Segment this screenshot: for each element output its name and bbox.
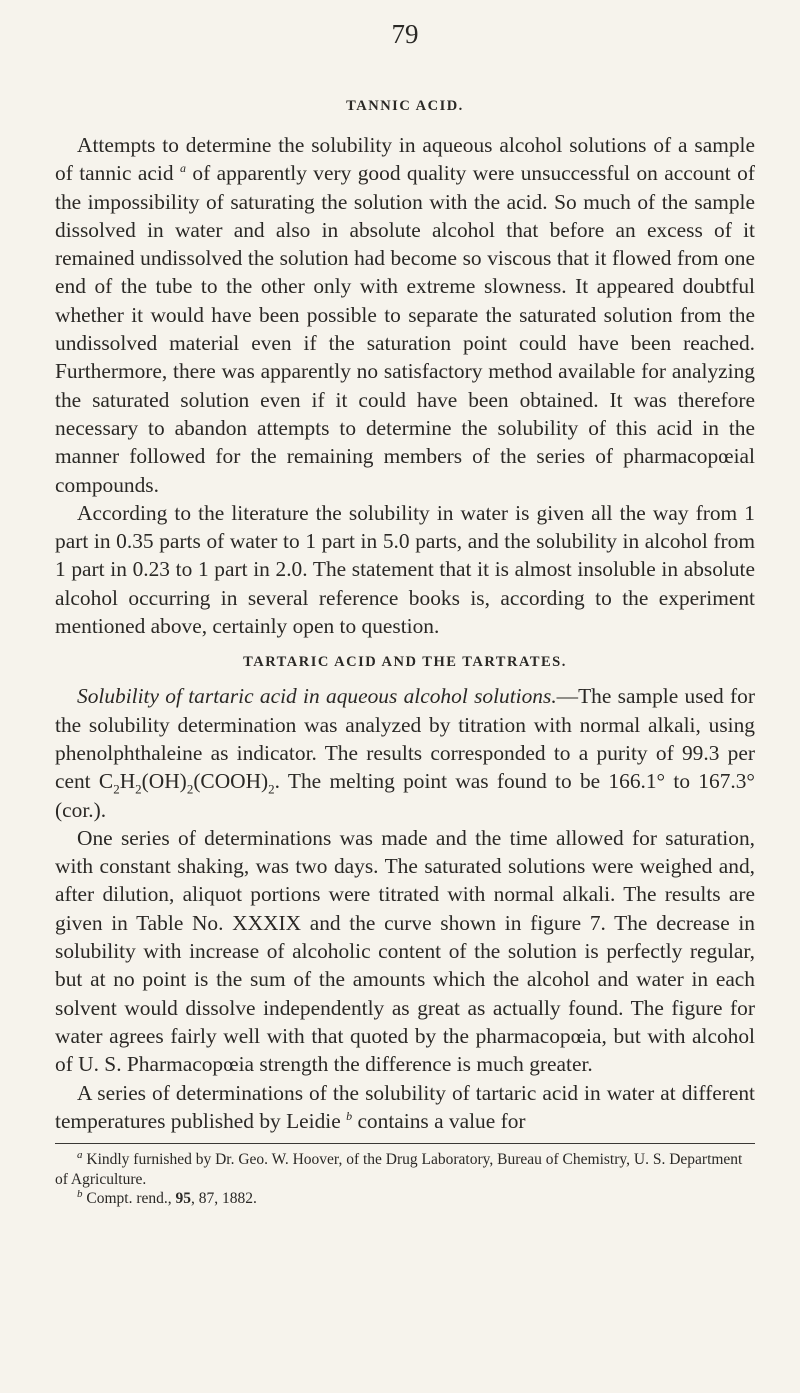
paragraph-text: One series of determinations was made and the time allowed for saturation, with constant shaking, was two days. The saturated solutions were weighed and, after dilution, aliquot portions were titrated with normal alkali. The results are given in Table No. XXXIX and the curve shown in figure 7. The decrease in solubility with increase of alcoholic content of the solution is perfectly regular, but at no point is the sum of the amounts which the alcohol and water in each solvent would dissolve independently as great as actually found. The figure for water agrees fairly well with that quoted by the pharmacopœia, but with alcohol of U. S. Pharmacopœia strength the difference is much greater. — [55, 825, 755, 1077]
paragraph-tannic-literature — [55, 499, 755, 640]
footnote-ref-a: a — [179, 161, 186, 176]
chemical-formula: $C_2H_2(OH)_2(COOH)_2$ — [98, 769, 275, 797]
footnote-volume: 95 — [175, 1190, 191, 1208]
paragraph-text: of apparently very good quality were unsuccessful on account of the impossibility of saturating the solution with the acid. So much of the sample dissolved in water and also in absolute alcohol that before an excess of it remained undissolved the solution had become so viscous that it flowed from one end of the tube to the other only with extreme slowness. It appeared doubtful whether it would have been possible to separate the saturated solution from the undissolved material even if the saturation point could have been reached. Furthermore, there was apparently no satisfactory method available for analyzing the saturated solution even if it could have been obtained. It was therefore necessary to abandon attempts to determine the solubility of this acid in the manner followed for the remaining members of the series of pharmacopœial compounds. — [55, 161, 755, 497]
italic-run-in-title: Solubility of tartaric acid in aqueous alcohol solutions. — [77, 684, 557, 709]
section-heading-tannic-acid: TANNIC ACID. — [346, 98, 464, 114]
paragraph-text: A series of determinations of the solubility of tartaric acid in water at different temperatures published by Leidie — [55, 1080, 755, 1133]
paragraph-tartaric-determinations — [55, 824, 755, 1079]
paragraph-text: . The melting point was found to be 166.1° to 167.3° (cor.). — [55, 769, 755, 822]
footnote-ref-b: b — [346, 1108, 353, 1123]
footnote-marker: a — [77, 1148, 83, 1161]
footnote-text: Compt. rend., — [86, 1190, 172, 1208]
footnote-divider — [55, 1143, 755, 1144]
paragraph-tartaric-leidie — [55, 1079, 755, 1136]
book-page — [55, 0, 755, 1209]
footnote-a — [55, 1150, 755, 1189]
footnote-text: , 87, 1882. — [191, 1190, 257, 1208]
paragraph-text: contains a value for — [357, 1108, 526, 1133]
section-heading-tartaric-acid: TARTARIC ACID AND THE TARTRATES. — [243, 654, 567, 671]
paragraph-tannic-attempts — [55, 131, 755, 499]
footnote-b — [55, 1189, 755, 1209]
paragraph-text: According to the literature the solubility in water is given all the way from 1 part in 0.35 parts of water to 1 part in 5.0 parts, and the solubility in alcohol from 1 part in 0.23 to 1 part in 2.0. The statement that it is almost insoluble in absolute alcohol occurring in several reference books is, according to the experiment mentioned above, certainly open to question. — [55, 500, 755, 639]
footnote-text: Kindly furnished by Dr. Geo. W. Hoover, of the Drug Laboratory, Bureau of Chemistry, U. S. Department of Agriculture. — [55, 1151, 743, 1188]
paragraph-tartaric-solubility — [55, 682, 755, 823]
page-number: 79 — [391, 19, 419, 49]
paragraph-text: —The sample used for the solubility determination was analyzed by titration with normal alkali, using phenolphthaleine as indicator. The results corresponded to a purity of 99.3 per cent — [55, 684, 755, 794]
paragraph-text: Attempts to determine the solubility in aqueous alcohol solutions of a sample of tannic acid — [55, 133, 755, 186]
footnote-marker: b — [77, 1187, 83, 1200]
